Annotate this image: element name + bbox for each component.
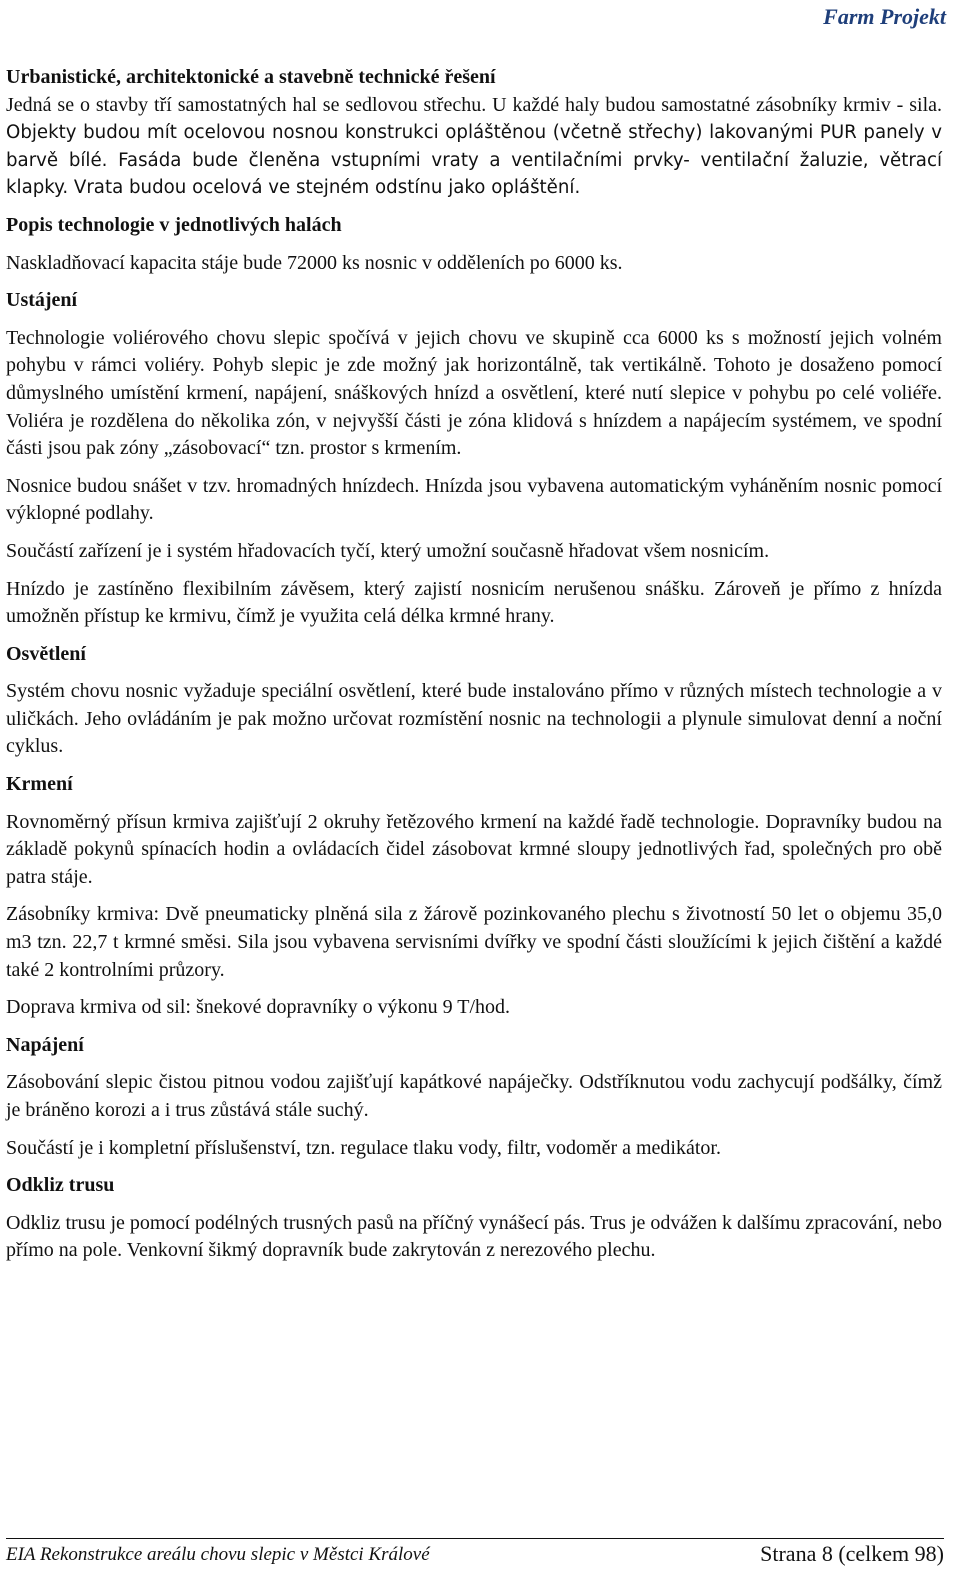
paragraph-housing-3: Součástí zařízení je i systém hřadovacích tyčí, který umožní současně hřadovat všem nosnicím. <box>6 539 770 562</box>
paragraph-lighting: Systém chovu nosnic vyžaduje speciální osvětlení, které bude instalováno přímo v různých místech technologie a v uličkách. Jeho ovládáním je pak možno určovat rozmístění nosnic na technologii a plynule simulovat denní a noční cyklus. <box>6 680 942 758</box>
section-title-lighting: Osvětlení <box>6 642 86 665</box>
paragraph-housing-1: Technologie voliérového chovu slepic spočívá v jejich chovu ve skupině cca 6000 ks s možností jejich volném pohybu v rámci voliéry. Pohyb slepic je zde možný jak horizontálně, tak vertikálně. Tohoto je dosaženo pomocí důmyslného umístění krmení, napájení, snáškových hnízd a osvětlení, které nutí slepice v pohybu po celé voliéře. Voliéra je rozdělena do několika zón, v nejvyšší části je zóna klidová s hnízdem a napájecím systémem, ve spodní části jsou pak zóny „zásobovací“ tzn. prostor s krmením. <box>6 326 942 460</box>
paragraph-housing-4: Hnízdo je zastíněno flexibilním závěsem, který zajistí nosnicím nerušenou snášku. Zároveň je přímo z hnízda umožněn přístup ke krmivu, čímž je využita celá délka krmné hrany. <box>6 577 942 628</box>
footer-divider <box>6 1538 944 1539</box>
section-title-watering: Napájení <box>6 1033 84 1056</box>
section-title-urbanism: Urbanistické, architektonické a stavebně technické řešení <box>6 66 496 88</box>
section-title-technology: Popis technologie v jednotlivých halách <box>6 213 342 236</box>
page-footer <box>6 1538 944 1578</box>
footer-page-number: Strana 8 (celkem 98) <box>760 1541 944 1566</box>
paragraph-urbanism-a: Jedná se o stavby tří samostatných hal se sedlovou střechu. U každé haly budou samostatné zásobníky krmiv - sila. <box>6 93 942 116</box>
paragraph-manure: Odkliz trusu je pomocí podélných trusných pasů na příčný vynášecí pás. Trus je odvážen k dalšímu zpracování, nebo přímo na pole. Venkovní šikmý dopravník bude zakrytován z nerezového plechu. <box>6 1211 942 1262</box>
paragraph-technology: Naskladňovací kapacita stáje bude 72000 ks nosnic v odděleních po 6000 ks. <box>6 251 623 274</box>
paragraph-watering-1: Zásobování slepic čistou pitnou vodou zajišťují kapátkové napáječky. Odstříknutou vodu zachycují podšálky, čímž je bráněno korozi a i trus zůstává stále suchý. <box>6 1071 942 1121</box>
section-title-feeding: Krmení <box>6 773 73 796</box>
section-title-housing: Ustájení <box>6 289 78 312</box>
paragraph-feeding-1: Rovnoměrný přísun krmiva zajišťují 2 okruhy řetězového krmení na každé řadě technologie. Dopravníky budou na základě pokynů spínacích hodin a ovládacích čidel zásobovat krmné sloupy jednotlivých řad, společných pro obě patra stáje. <box>6 810 942 888</box>
document-body <box>6 64 942 1275</box>
paragraph-urbanism-b: Objekty budou mít ocelovou nosnou konstrukci opláštěnou (včetně střechy) lakovanými PUR panely v barvě bílé. Fasáda bude členěna vstupními vraty a ventilačními prvky- ventilační žaluzie, větrací klapky. Vrata budou ocelová ve stejném odstínu jako opláštění. <box>6 122 942 199</box>
footer-document-title: EIA Rekonstrukce areálu chovu slepic v Městci Králové <box>6 1544 430 1565</box>
brand-header: Farm Projekt <box>823 4 946 29</box>
paragraph-feeding-3: Doprava krmiva od sil: šnekové dopravníky o výkonu 9 T/hod. <box>6 996 511 1019</box>
paragraph-housing-2: Nosnice budou snášet v tzv. hromadných hnízdech. Hnízda jsou vybavena automatickým vyháněním nosnic pomocí výklopné podlahy. <box>6 474 942 525</box>
section-title-manure: Odkliz trusu <box>6 1174 115 1197</box>
paragraph-feeding-2: Zásobníky krmiva: Dvě pneumaticky plněná sila z žárově pozinkovaného plechu s životností 50 let o objemu 35,0 m3 tzn. 22,7 t krmné směsi. Sila jsou vybavena servisními dvířky ve spodní části sloužícími k jejich čištění a každé také 2 kontrolními průzory. <box>6 903 942 981</box>
paragraph-urbanism <box>6 92 942 202</box>
paragraph-watering-2: Součástí je i kompletní příslušenství, tzn. regulace tlaku vody, filtr, vodoměr a medikátor. <box>6 1136 721 1159</box>
